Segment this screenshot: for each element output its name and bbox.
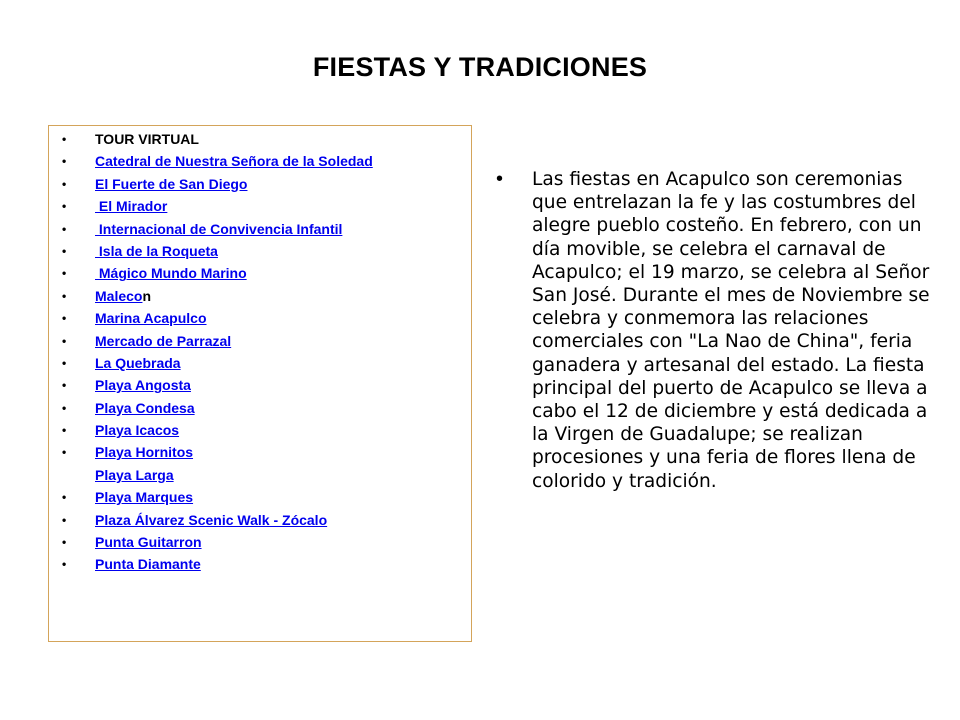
bullet-icon: • [62,221,67,236]
list-item [49,218,471,240]
list-item [49,173,471,195]
list-item [49,397,471,419]
list-item [49,374,471,396]
tour-link[interactable]: Maleco [95,287,143,304]
tour-link[interactable]: Playa Hornitos [95,444,194,461]
tour-link[interactable]: Marina Acapulco [95,310,207,327]
bullet-icon: • [62,199,67,214]
list-item [49,285,471,307]
bullet-icon: • [62,288,67,303]
bullet-icon: • [62,490,67,505]
tour-link[interactable]: Punta Diamante [95,556,201,573]
list-item [49,150,471,172]
bullet-icon: • [62,512,67,527]
tour-link[interactable]: Punta Guitarron [95,534,202,551]
list-item [49,352,471,374]
tour-link[interactable]: Playa Icacos [95,422,180,439]
tour-link[interactable]: Plaza Álvarez Scenic Walk - Zócalo [95,511,328,528]
body-text-block [496,168,932,493]
list-item [49,307,471,329]
tour-link[interactable]: El Fuerte de San Diego [95,175,248,192]
tour-link[interactable]: Playa Larga [95,466,174,483]
bullet-icon: • [62,154,67,169]
list-item [49,553,471,575]
list-item [49,240,471,262]
bullet-icon: • [62,535,67,550]
list-item [49,509,471,531]
tour-link[interactable]: Playa Condesa [95,399,195,416]
tour-link[interactable]: Mágico Mundo Marino [95,265,247,282]
list-item [49,419,471,441]
bullet-icon: • [62,333,67,348]
list-item [49,464,471,486]
tour-link[interactable]: Playa Angosta [95,377,191,394]
bullet-icon: • [62,423,67,438]
tour-link[interactable]: Mercado de Parrazal [95,332,232,349]
bullet-icon: • [62,132,67,146]
list-item [49,195,471,217]
tour-link[interactable]: El Mirador [95,198,168,215]
page-title: FIESTAS Y TRADICIONES [312,52,648,82]
bullet-icon: • [62,311,67,326]
bullet-icon: • [62,557,67,572]
bullet-icon: • [62,266,67,281]
bullet-icon: • [496,168,504,190]
bullet-icon: • [62,445,67,460]
bullet-icon: • [62,243,67,258]
list-item [49,262,471,284]
link-suffix-text: n [142,287,152,304]
tour-link[interactable]: La Quebrada [95,354,181,371]
tour-link[interactable]: Catedral de Nuestra Señora de la Soledad [95,153,373,170]
bullet-icon: • [62,355,67,370]
tour-link[interactable]: Internacional de Convivencia Infantil [95,220,343,237]
tour-link[interactable]: Isla de la Roqueta [95,242,218,259]
tour-link[interactable]: Playa Marques [95,489,194,506]
list-header [49,128,471,150]
list-item [49,486,471,508]
tour-virtual-heading: TOUR VIRTUAL [95,131,199,147]
bullet-icon: • [62,176,67,191]
tour-link-list [49,128,471,576]
fiestas-description: Las fiestas en Acapulco son ceremonias que entrelazan la fe y las costumbres del alegre pueblo costeño. En febrero, con un día movible, se celebra el carnaval de Acapulco; el 19 marzo, se celebra al Señor San José. Durante el mes de Noviembre se celebra y conmemora las relaciones comerciales con "La Nao de China", feria ganadera y artesanal del estado. La fiesta principal del puerto de Acapulco se lleva a cabo el 12 de diciembre y está dedicada a la Virgen de Guadalupe; se realizan procesiones y una feria de flores llena de colorido y tradición. [532,169,930,492]
bullet-icon: • [62,378,67,393]
tour-links-panel [48,125,472,642]
list-item [49,330,471,352]
bullet-icon: • [62,400,67,415]
list-item [49,441,471,463]
list-item [49,531,471,553]
